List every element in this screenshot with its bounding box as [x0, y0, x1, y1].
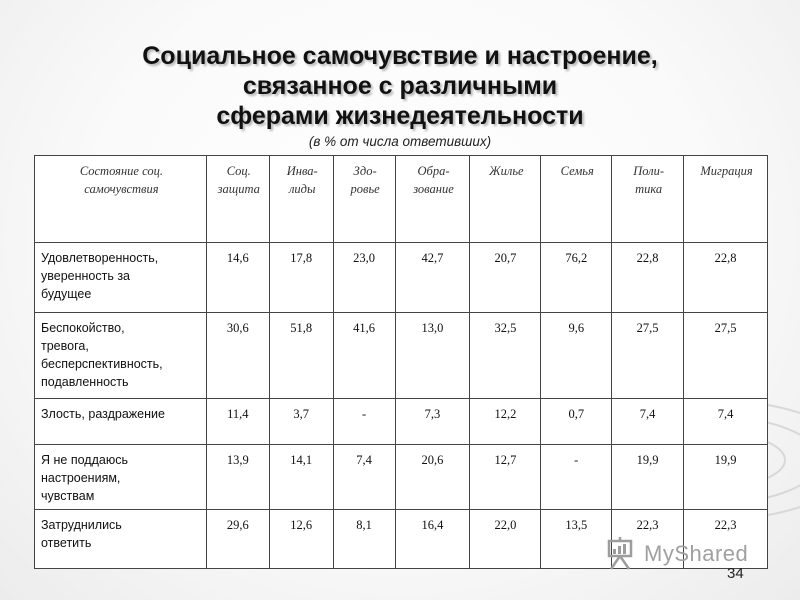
table-cell: 30,6	[206, 313, 269, 399]
table-cell: 29,6	[206, 510, 269, 569]
title-line: Социальное самочувствие и настроение,	[142, 42, 658, 70]
row-label-text: Удовлетворенность,	[41, 251, 159, 265]
row-label-text: тревога,	[41, 339, 89, 353]
slide-subtitle: (в % от числа ответивших)	[308, 134, 492, 149]
column-header	[35, 156, 207, 243]
column-header-text: Жилье	[489, 164, 524, 178]
row-label	[35, 243, 207, 313]
column-header-text: защита	[217, 182, 260, 196]
header-row	[35, 156, 768, 243]
table-cell: 0,7	[541, 399, 612, 445]
table-cell: 22,0	[470, 510, 541, 569]
table-cell: 19,9	[612, 445, 684, 510]
column-header-text: тика	[635, 182, 663, 196]
row-label-text: чувствам	[41, 489, 95, 503]
row-label-text: Я не поддаюсь	[41, 453, 128, 467]
table-cell: 8,1	[333, 510, 395, 569]
page-number: 34	[727, 565, 744, 582]
table-cell: 7,4	[333, 445, 395, 510]
column-header	[269, 156, 333, 243]
table-cell: 9,6	[541, 313, 612, 399]
table-cell: 11,4	[206, 399, 269, 445]
table-cell: 13,9	[206, 445, 269, 510]
row-label-text: настроениям,	[41, 471, 121, 485]
column-header	[470, 156, 541, 243]
row-label-text: Беспокойство,	[41, 321, 125, 335]
row-label-text: Затруднились	[41, 518, 122, 532]
table-row	[35, 243, 768, 313]
row-label-text: будущее	[41, 287, 92, 301]
table-cell: 76,2	[541, 243, 612, 313]
table-cell: 22,3	[612, 510, 684, 569]
column-header	[684, 156, 768, 243]
table-cell: 14,6	[206, 243, 269, 313]
table-cell: 51,8	[269, 313, 333, 399]
row-label	[35, 313, 207, 399]
column-header-text: зование	[413, 182, 454, 196]
row-label	[35, 399, 207, 445]
title-line: связанное с различными	[242, 72, 558, 100]
table-cell: 19,9	[684, 445, 768, 510]
table-cell: 22,8	[612, 243, 684, 313]
column-header-text: самочувствия	[84, 182, 159, 196]
row-label	[35, 510, 207, 569]
table-cell: 3,7	[269, 399, 333, 445]
column-header-text: Состояние соц.	[79, 164, 163, 178]
column-header-text: Обра-	[417, 164, 450, 178]
table-cell: 7,4	[684, 399, 768, 445]
title-line: сферами жизнедеятельности	[216, 102, 584, 130]
table-cell: 22,8	[684, 243, 768, 313]
table-cell: 13,5	[541, 510, 612, 569]
column-header-text: Поли-	[633, 164, 665, 178]
table-cell: 22,3	[684, 510, 768, 569]
watermark-text: MyShared	[644, 541, 749, 566]
table-cell: 14,1	[269, 445, 333, 510]
table-cell: 16,4	[395, 510, 470, 569]
column-header-text: Миграция	[700, 164, 753, 178]
column-header	[395, 156, 470, 243]
column-header-text: Соц.	[226, 164, 251, 178]
table-cell: 12,2	[470, 399, 541, 445]
column-header-text: Семья	[560, 164, 594, 178]
table-row	[35, 313, 768, 399]
column-header-text: ровье	[350, 182, 380, 196]
row-label	[35, 445, 207, 510]
data-table	[34, 155, 768, 569]
column-header-text: Инва-	[286, 164, 318, 178]
table-cell: 32,5	[470, 313, 541, 399]
table-cell: 20,6	[395, 445, 470, 510]
column-header	[541, 156, 612, 243]
table-cell: -	[333, 399, 395, 445]
column-header	[333, 156, 395, 243]
table-cell: 12,6	[269, 510, 333, 569]
table-cell: 27,5	[612, 313, 684, 399]
table-cell: -	[541, 445, 612, 510]
table-cell: 7,3	[395, 399, 470, 445]
table-cell: 20,7	[470, 243, 541, 313]
column-header	[206, 156, 269, 243]
row-label-text: подавленность	[41, 375, 129, 389]
table-row	[35, 399, 768, 445]
row-label-text: Злость, раздражение	[41, 407, 165, 421]
table-cell: 41,6	[333, 313, 395, 399]
row-label-text: уверенность за	[41, 269, 131, 283]
table-cell: 17,8	[269, 243, 333, 313]
presentation-board-icon	[607, 535, 641, 571]
column-header-text: лиды	[288, 182, 316, 196]
row-label-text: ответить	[41, 536, 92, 550]
table-cell: 7,4	[612, 399, 684, 445]
column-header	[612, 156, 684, 243]
row-label-text: бесперспективность,	[41, 357, 163, 371]
slide-title	[0, 41, 800, 131]
table-cell: 27,5	[684, 313, 768, 399]
column-header-text: Здо-	[353, 164, 377, 178]
table-cell: 42,7	[395, 243, 470, 313]
table-cell: 23,0	[333, 243, 395, 313]
table-row	[35, 445, 768, 510]
table-cell: 13,0	[395, 313, 470, 399]
table-cell: 12,7	[470, 445, 541, 510]
